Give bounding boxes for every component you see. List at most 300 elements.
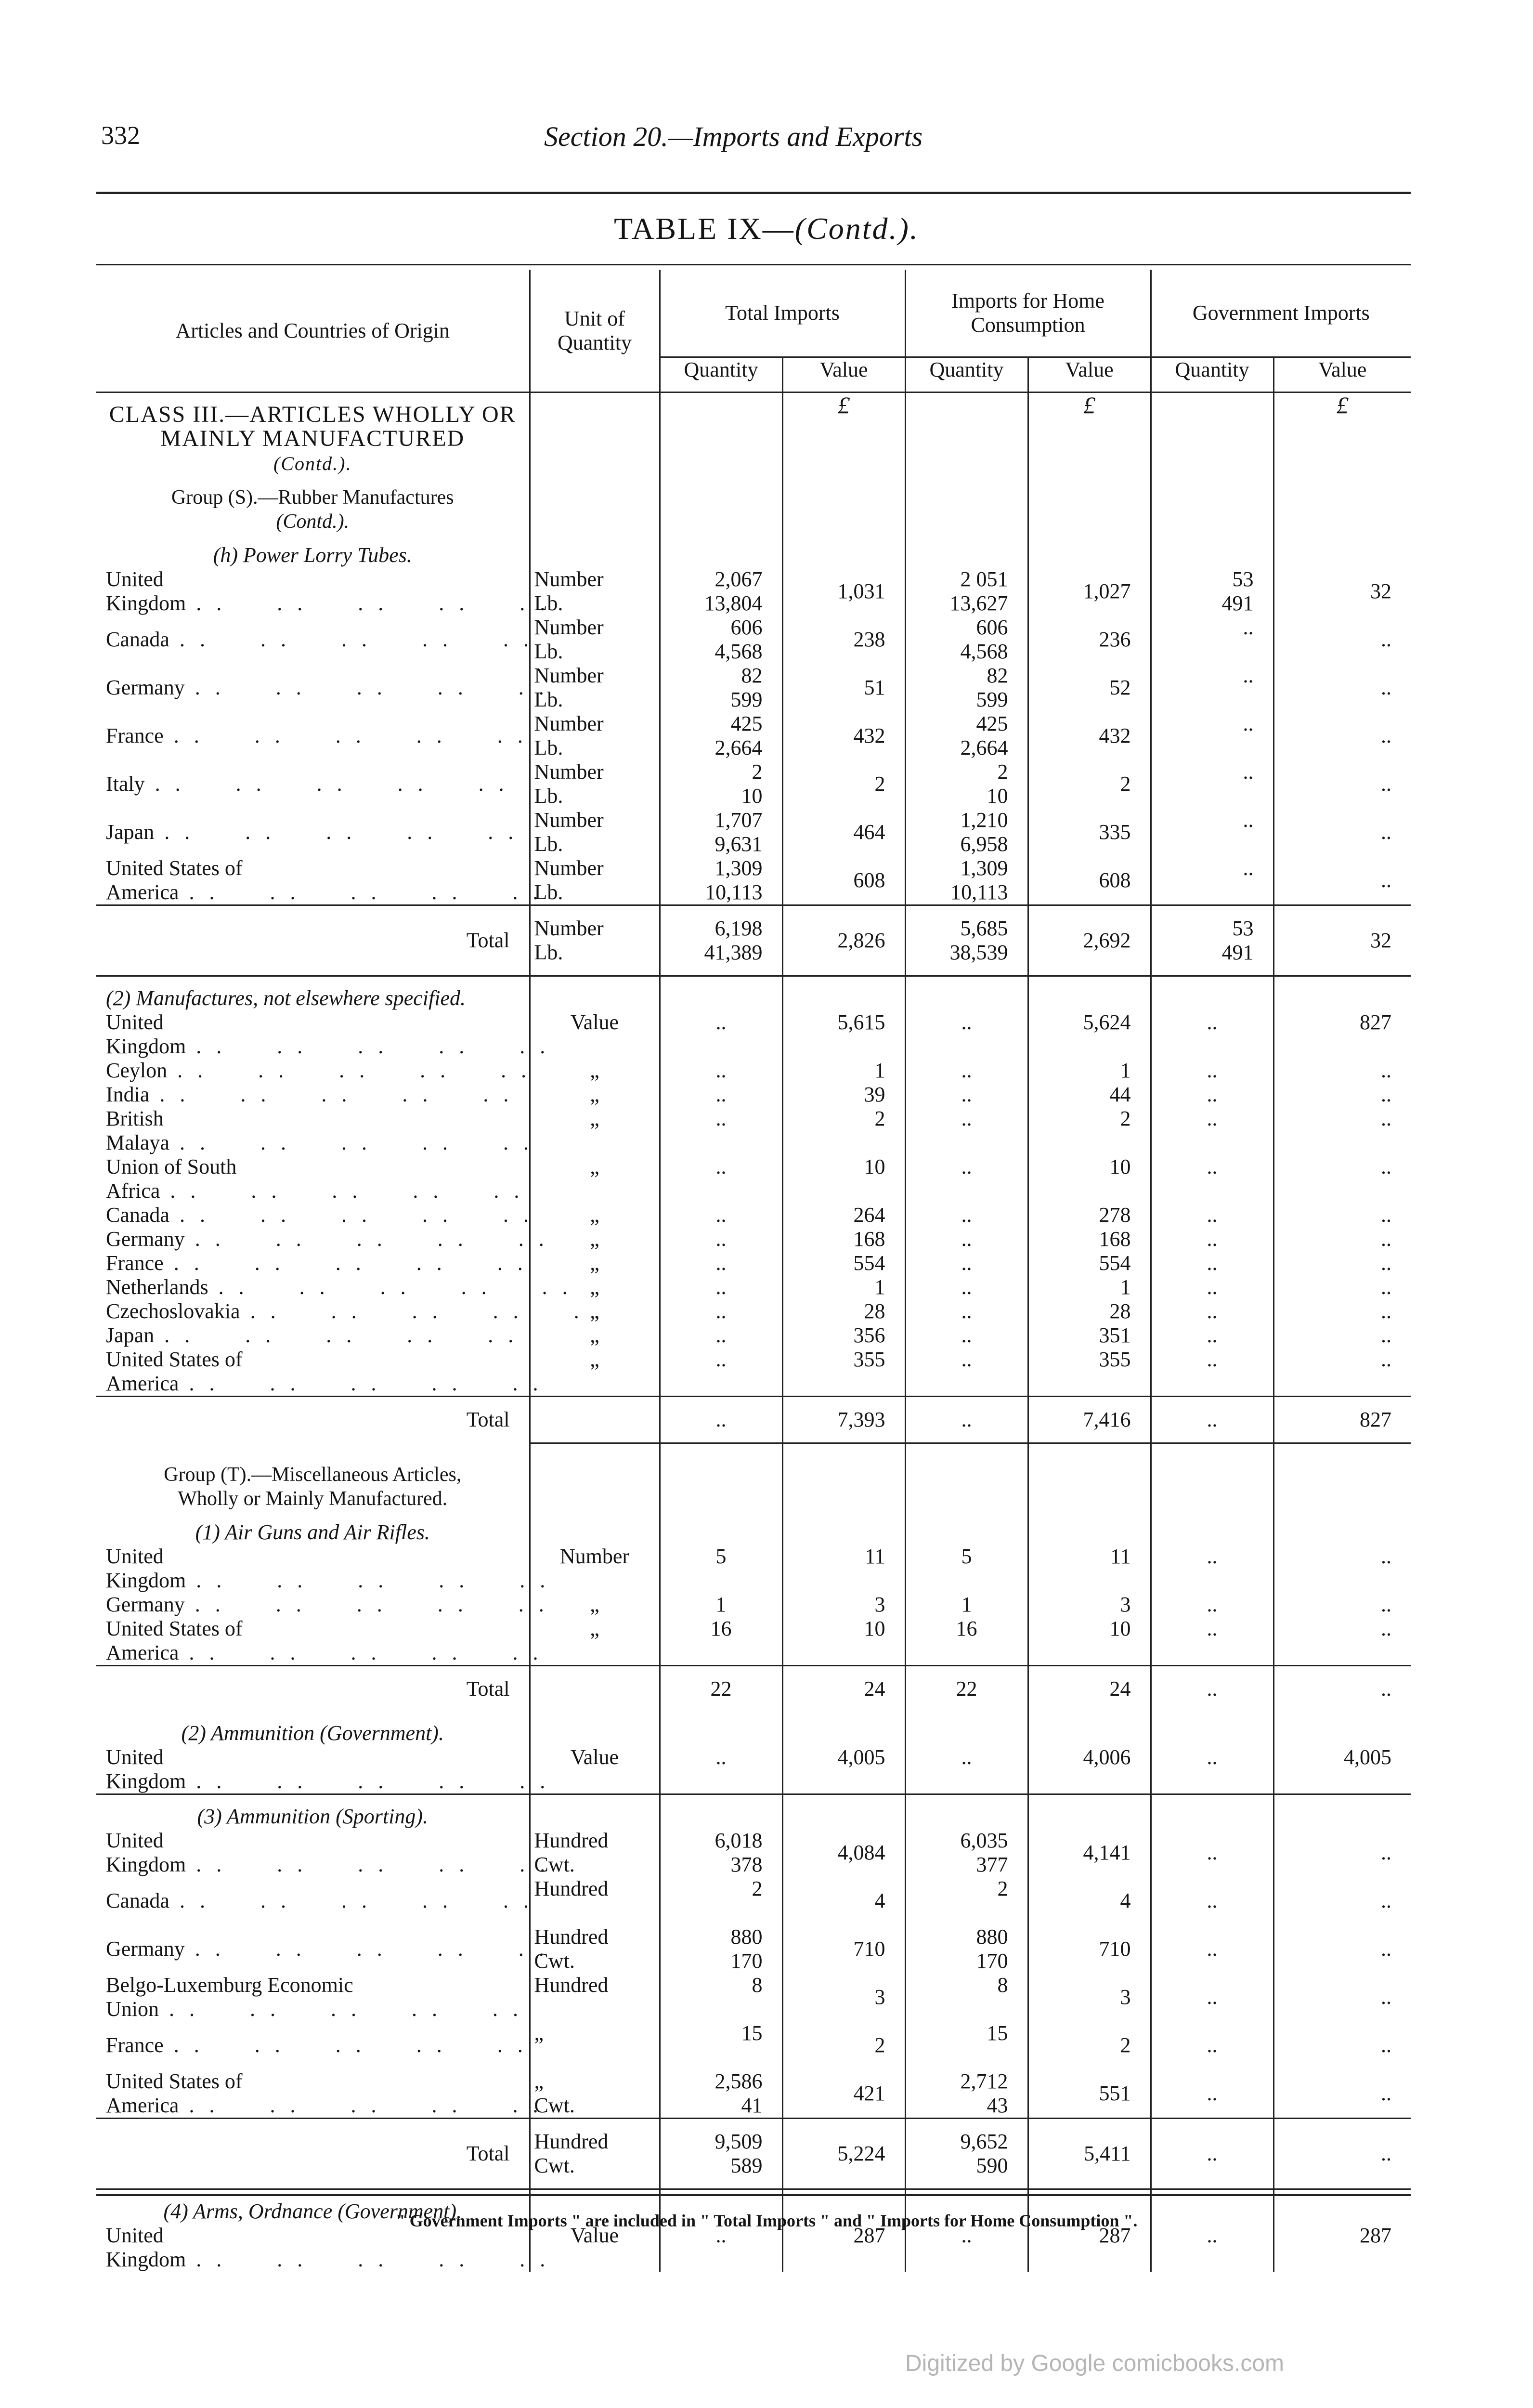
unit-cell xyxy=(530,2069,660,2119)
gov-value-cell: .. xyxy=(1273,2069,1411,2119)
total-qty-cell-line: 589 xyxy=(730,2153,763,2177)
home-value-cell: 2,692 xyxy=(1028,905,1151,976)
total-qty-cell-line xyxy=(664,2045,763,2069)
unit-cell: „ xyxy=(530,1203,660,1227)
unit-cell-line: Hundred xyxy=(534,1973,609,1997)
subsection-title: (3) Ammunition (Sporting). xyxy=(96,1794,530,1829)
table-row xyxy=(96,615,1411,664)
country-name: United States of America . . xyxy=(96,1348,530,1397)
col-home-consumption: Imports for Home Consumption xyxy=(905,270,1151,357)
unit-cell-line: Number xyxy=(534,856,604,880)
total-qty-cell xyxy=(660,712,782,760)
country-name: Germany . . xyxy=(96,1227,530,1251)
total-qty-cell xyxy=(660,1925,782,1973)
gov-qty-cell: .. xyxy=(1151,1010,1273,1059)
total-qty-cell: .. xyxy=(660,1083,782,1107)
unit-cell-line: Number xyxy=(534,712,604,735)
total-qty-cell: .. xyxy=(660,1299,782,1323)
unit-cell xyxy=(530,1665,660,1712)
total-qty-cell: 16 xyxy=(660,1617,782,1666)
total-value-cell: 168 xyxy=(782,1227,905,1251)
country-name: Netherlands . . xyxy=(96,1275,530,1299)
gov-value-cell: .. xyxy=(1273,712,1411,760)
home-qty-cell-line: 4,568 xyxy=(960,640,1008,663)
home-qty-cell: .. xyxy=(905,1107,1028,1155)
total-value-cell: 2 xyxy=(782,760,905,808)
unit-cell-line: Lb. xyxy=(534,880,563,904)
total-qty-cell-line: 82 xyxy=(741,664,763,687)
home-value-cell: 4 xyxy=(1028,1877,1151,1925)
home-value-cell: 5,411 xyxy=(1028,2118,1151,2189)
total-value-cell: 2 xyxy=(782,2021,905,2069)
total-qty-cell-line xyxy=(664,1997,763,2021)
home-qty-cell: .. xyxy=(905,1203,1028,1227)
gov-value-cell: .. xyxy=(1273,808,1411,856)
home-qty-cell xyxy=(905,808,1028,856)
gov-qty-cell: .. xyxy=(1151,1877,1273,1925)
unit-cell: „ xyxy=(530,1227,660,1251)
gov-value-cell: .. xyxy=(1273,1829,1411,1877)
unit-cell-line: Number xyxy=(534,615,604,639)
gov-qty-cell-line xyxy=(1156,688,1254,712)
total-qty-cell-line: 9,631 xyxy=(715,832,763,856)
home-qty-cell: .. xyxy=(905,2224,1028,2272)
digitized-watermark: Digitized by Google comicbooks.com xyxy=(905,2351,1285,2376)
total-value-cell: 5,224 xyxy=(782,2118,905,2189)
total-value-cell: 2,826 xyxy=(782,905,905,976)
home-value-cell: 432 xyxy=(1028,712,1151,760)
total-qty-cell-line: 2 xyxy=(752,760,763,784)
total-value-cell: 287 xyxy=(782,2224,905,2272)
unit-cell-line: Hundred xyxy=(534,1828,609,1852)
unit-cell: Value xyxy=(530,1010,660,1059)
home-qty-cell-line xyxy=(910,1997,1008,2021)
unit-cell-line: Hundred xyxy=(534,1876,609,1900)
unit-cell-line: Cwt. xyxy=(534,1949,575,1973)
home-qty-cell: .. xyxy=(905,1397,1028,1443)
unit-cell-line: Number xyxy=(534,760,604,784)
table-row xyxy=(96,1059,1411,1083)
total-value-cell: 7,393 xyxy=(782,1397,905,1443)
home-qty-cell-line: 15 xyxy=(987,2021,1008,2045)
table-row xyxy=(96,1203,1411,1227)
total-qty-cell-line: 10,113 xyxy=(705,880,763,904)
home-qty-cell xyxy=(905,1973,1028,2021)
table-row xyxy=(96,1107,1411,1155)
home-qty-cell xyxy=(905,905,1028,976)
country-name: India . . xyxy=(96,1083,530,1107)
total-value-cell: 2 xyxy=(782,1107,905,1155)
home-qty-cell-line: 599 xyxy=(976,688,1008,711)
gov-value-cell: .. xyxy=(1273,1665,1411,1712)
total-qty-cell: .. xyxy=(660,1010,782,1059)
country-name: France . . xyxy=(96,712,530,760)
total-value-cell: 1 xyxy=(782,1275,905,1299)
unit-cell xyxy=(530,1973,660,2021)
total-qty-cell xyxy=(660,905,782,976)
home-qty-cell-line: 2,712 xyxy=(960,2069,1008,2093)
table-row xyxy=(96,567,1411,615)
gov-qty-cell: .. xyxy=(1151,1925,1273,1973)
home-value-cell: 554 xyxy=(1028,1251,1151,1275)
total-qty-cell-line: 13,804 xyxy=(704,591,763,615)
country-name: United Kingdom . . xyxy=(96,1544,530,1593)
table-row xyxy=(96,1010,1411,1059)
home-value-cell: 335 xyxy=(1028,808,1151,856)
gov-qty-cell-line xyxy=(1156,640,1254,664)
total-row xyxy=(96,1665,1411,1712)
home-qty-cell-line: 8 xyxy=(997,1973,1008,1997)
country-name: British Malaya . . xyxy=(96,1107,530,1155)
total-qty-cell-line: 41 xyxy=(741,2093,763,2117)
total-qty-cell xyxy=(660,2021,782,2069)
gov-qty-cell: .. xyxy=(1151,1251,1273,1275)
unit-cell xyxy=(530,1829,660,1877)
total-qty-cell xyxy=(660,760,782,808)
home-qty-cell-line: 6,035 xyxy=(960,1828,1008,1852)
unit-cell xyxy=(530,856,660,905)
country-name: Belgo-Luxemburg Economic Union . . xyxy=(96,1973,530,2021)
total-value-cell: 710 xyxy=(782,1925,905,1973)
home-value-cell: 3 xyxy=(1028,1973,1151,2021)
total-label: Total xyxy=(96,1397,530,1443)
table-row xyxy=(96,1877,1411,1925)
unit-cell-line xyxy=(534,1901,655,1925)
gov-qty-cell: .. xyxy=(1151,1227,1273,1251)
total-qty-cell-line: 880 xyxy=(730,1924,763,1949)
home-qty-cell xyxy=(905,2069,1028,2119)
gov-value-cell: .. xyxy=(1273,1251,1411,1275)
home-qty-cell: .. xyxy=(905,1227,1028,1251)
total-row xyxy=(96,905,1411,976)
home-value-cell: 28 xyxy=(1028,1299,1151,1323)
home-value-cell: 2 xyxy=(1028,1107,1151,1155)
total-value-cell: 432 xyxy=(782,712,905,760)
unit-cell-line: Lb. xyxy=(534,784,563,808)
total-qty-cell-line: 599 xyxy=(730,688,763,711)
unit-cell-line xyxy=(534,1997,655,2021)
imports-table xyxy=(96,270,1411,2272)
home-value-cell: 355 xyxy=(1028,1348,1151,1397)
home-value-cell: 5,624 xyxy=(1028,1010,1151,1059)
subsection-title: (4) Arms, Ordnance (Government). xyxy=(96,2189,530,2224)
home-value-cell: 1 xyxy=(1028,1059,1151,1083)
home-value-cell: 551 xyxy=(1028,2069,1151,2119)
pound-sign: £ xyxy=(1028,393,1151,476)
unit-cell-line: Number xyxy=(534,808,604,832)
unit-cell-line: Hundred xyxy=(534,1924,609,1949)
unit-cell xyxy=(530,2118,660,2189)
unit-cell-line: Number xyxy=(534,567,604,591)
home-qty-cell-line: 13,627 xyxy=(949,591,1008,615)
gov-qty-cell-line xyxy=(1156,880,1254,904)
total-qty-cell xyxy=(660,1829,782,1877)
gov-qty-cell: .. xyxy=(1151,1155,1273,1203)
gov-qty-cell: .. xyxy=(1151,1544,1273,1593)
home-qty-cell: .. xyxy=(905,1745,1028,1794)
table-row xyxy=(96,1348,1411,1397)
total-qty-cell: .. xyxy=(660,1107,782,1155)
unit-cell-line: Hundred xyxy=(534,2129,609,2153)
total-qty-cell: .. xyxy=(660,1323,782,1348)
gov-qty-cell-line: .. xyxy=(1243,712,1254,735)
total-qty-cell: .. xyxy=(660,1397,782,1443)
gov-value-cell: 827 xyxy=(1273,1397,1411,1443)
unit-cell-line: Lb. xyxy=(534,736,563,759)
home-qty-cell: .. xyxy=(905,1155,1028,1203)
col-government-imports: Government Imports xyxy=(1151,270,1411,357)
pound-sign: £ xyxy=(782,393,905,476)
total-qty-cell-line: 10 xyxy=(741,784,763,808)
unit-cell xyxy=(530,2021,660,2069)
page-header xyxy=(101,120,1411,159)
home-value-cell: 2 xyxy=(1028,760,1151,808)
home-value-cell: 44 xyxy=(1028,1083,1151,1107)
home-qty-cell: .. xyxy=(905,1083,1028,1107)
home-qty-cell-line: 2 051 xyxy=(960,567,1008,591)
home-value-cell: 3 xyxy=(1028,1593,1151,1617)
country-name: Canada . . xyxy=(96,1203,530,1227)
gov-qty-cell: .. xyxy=(1151,1617,1273,1666)
home-qty-cell xyxy=(905,1925,1028,1973)
gov-value-cell: .. xyxy=(1273,1155,1411,1203)
gov-qty-cell-line xyxy=(1156,736,1254,760)
total-value-cell: 3 xyxy=(782,1973,905,2021)
col-unit: Unit of Quantity xyxy=(530,270,660,393)
table-row xyxy=(96,1227,1411,1251)
home-qty-cell-line: 2,664 xyxy=(960,736,1008,759)
total-qty-cell: .. xyxy=(660,1155,782,1203)
gov-value-cell: .. xyxy=(1273,1059,1411,1083)
home-qty-cell xyxy=(905,2021,1028,2069)
table-row xyxy=(96,1617,1411,1666)
home-qty-cell-line: 10 xyxy=(987,784,1008,808)
country-name: United Kingdom . . xyxy=(96,567,530,615)
country-name: United States of America . . xyxy=(96,856,530,905)
gov-value-cell: .. xyxy=(1273,1544,1411,1593)
table-row xyxy=(96,1323,1411,1348)
home-qty-cell-line xyxy=(910,2045,1008,2069)
total-qty-cell: 1 xyxy=(660,1593,782,1617)
total-qty-cell-line xyxy=(664,1901,763,1925)
unit-cell: Value xyxy=(530,1745,660,1794)
gov-qty-cell xyxy=(1151,615,1273,664)
unit-cell-line: Lb. xyxy=(534,688,563,711)
gov-value-cell: .. xyxy=(1273,1593,1411,1617)
unit-cell-line: Cwt. xyxy=(534,1852,575,1876)
unit-cell xyxy=(530,905,660,976)
home-qty-cell: .. xyxy=(905,1348,1028,1397)
total-value-cell: 28 xyxy=(782,1299,905,1323)
country-name: United Kingdom . . xyxy=(96,1010,530,1059)
unit-cell xyxy=(530,712,660,760)
gov-qty-cell: .. xyxy=(1151,2021,1273,2069)
unit-cell: „ xyxy=(530,1348,660,1397)
total-value-cell: 24 xyxy=(782,1665,905,1712)
subsection-title: (h) Power Lorry Tubes. xyxy=(213,543,412,567)
unit-cell: „ xyxy=(530,1299,660,1323)
total-qty-cell-line: 378 xyxy=(730,1852,763,1876)
gov-value-cell: .. xyxy=(1273,1275,1411,1299)
total-qty-cell xyxy=(660,2069,782,2119)
home-qty-cell-line: 606 xyxy=(976,615,1008,639)
gov-value-cell: .. xyxy=(1273,1299,1411,1323)
table-row xyxy=(96,712,1411,760)
table-row xyxy=(96,1155,1411,1203)
total-qty-cell xyxy=(660,567,782,615)
gov-qty-cell-line: .. xyxy=(1243,615,1254,639)
total-value-cell: 4 xyxy=(782,1877,905,1925)
home-qty-cell: .. xyxy=(905,1323,1028,1348)
home-qty-cell xyxy=(905,567,1028,615)
total-qty-cell-line: 425 xyxy=(730,712,763,735)
gov-qty-cell-line: .. xyxy=(1243,760,1254,784)
country-name: Union of South Africa . . xyxy=(96,1155,530,1203)
home-qty-cell-line: 10,113 xyxy=(950,880,1008,904)
home-qty-cell-line: 43 xyxy=(987,2093,1008,2117)
unit-cell-line: Number xyxy=(534,664,604,687)
gov-qty-cell-line: .. xyxy=(1243,808,1254,832)
total-qty-cell xyxy=(660,664,782,712)
total-qty-cell xyxy=(660,1877,782,1925)
gov-qty-cell: .. xyxy=(1151,1829,1273,1877)
country-name: Canada . . xyxy=(96,1877,530,1925)
home-qty-cell: .. xyxy=(905,1251,1028,1275)
total-label: Total xyxy=(96,1665,530,1712)
table-row xyxy=(96,1275,1411,1299)
table-row xyxy=(96,760,1411,808)
country-name: France . . xyxy=(96,2021,530,2069)
total-qty-cell-line: 6,198 xyxy=(715,916,763,940)
home-qty-cell: .. xyxy=(905,1010,1028,1059)
table-row xyxy=(96,1299,1411,1323)
home-qty-cell-line: 2 xyxy=(997,1876,1008,1900)
home-value-cell: 710 xyxy=(1028,1925,1151,1973)
gov-qty-cell: .. xyxy=(1151,1299,1273,1323)
total-value-cell: 1,031 xyxy=(782,567,905,615)
gov-qty-cell: .. xyxy=(1151,2118,1273,2189)
home-qty-cell-line: 1,309 xyxy=(960,856,1008,880)
col-quantity: Quantity xyxy=(1151,357,1273,393)
home-value-cell: 608 xyxy=(1028,856,1151,905)
header-rule xyxy=(96,192,1411,194)
table-row xyxy=(96,808,1411,856)
gov-qty-cell xyxy=(1151,664,1273,712)
country-name: United Kingdom . . xyxy=(96,2224,530,2272)
title-rule xyxy=(96,264,1411,265)
home-qty-cell-line: 5,685 xyxy=(960,916,1008,940)
unit-cell-line: „ xyxy=(534,2069,544,2093)
total-value-cell: 5,615 xyxy=(782,1010,905,1059)
gov-qty-cell: .. xyxy=(1151,1397,1273,1443)
country-name: Germany . . xyxy=(96,1593,530,1617)
home-qty-cell: .. xyxy=(905,1059,1028,1083)
unit-cell-line xyxy=(534,2045,655,2069)
unit-cell: „ xyxy=(530,1059,660,1083)
home-value-cell: 351 xyxy=(1028,1323,1151,1348)
home-qty-cell xyxy=(905,1877,1028,1925)
unit-cell xyxy=(530,1397,660,1443)
home-qty-cell xyxy=(905,712,1028,760)
total-qty-cell-line: 2,664 xyxy=(715,736,763,759)
total-qty-cell-line: 1,309 xyxy=(715,856,763,880)
unit-cell xyxy=(530,1925,660,1973)
gov-value-cell: .. xyxy=(1273,1227,1411,1251)
unit-cell: „ xyxy=(530,1107,660,1155)
section-title: Section 20.—Imports and Exports xyxy=(544,121,923,152)
gov-value-cell: .. xyxy=(1273,856,1411,905)
gov-qty-cell xyxy=(1151,712,1273,760)
col-value: Value xyxy=(1273,357,1411,393)
col-value: Value xyxy=(782,357,905,393)
gov-qty-cell: .. xyxy=(1151,1745,1273,1794)
table-row xyxy=(96,1829,1411,1877)
unit-cell: „ xyxy=(530,1323,660,1348)
subsection-title: (2) Ammunition (Government). xyxy=(181,1721,444,1745)
gov-value-cell: .. xyxy=(1273,1877,1411,1925)
total-qty-cell: .. xyxy=(660,1251,782,1275)
total-qty-cell-line: 41,389 xyxy=(704,941,763,964)
table-bottom-rule xyxy=(96,2194,1411,2196)
total-value-cell: 264 xyxy=(782,1203,905,1227)
home-value-cell: 168 xyxy=(1028,1227,1151,1251)
total-qty-cell: .. xyxy=(660,2224,782,2272)
gov-qty-cell-line xyxy=(1156,784,1254,808)
total-value-cell: 10 xyxy=(782,1155,905,1203)
table-row xyxy=(96,1973,1411,2021)
total-qty-cell-line: 606 xyxy=(730,615,763,639)
country-name: Japan . . xyxy=(96,808,530,856)
gov-value-cell: .. xyxy=(1273,1348,1411,1397)
total-value-cell: 464 xyxy=(782,808,905,856)
total-qty-cell-line: 8 xyxy=(752,1973,763,1997)
home-value-cell: 4,141 xyxy=(1028,1829,1151,1877)
total-qty-cell-line: 2,586 xyxy=(715,2069,763,2093)
group-t-heading: Group (T).—Miscellaneous Articles, Wholly or Mainly Manufactured. xyxy=(164,1463,462,1510)
home-qty-cell-line: 2 xyxy=(997,760,1008,784)
total-qty-cell-line: 1,707 xyxy=(715,808,763,832)
country-name: Ceylon . . xyxy=(96,1059,530,1083)
home-value-cell: 1 xyxy=(1028,1275,1151,1299)
table-row xyxy=(96,1925,1411,1973)
total-qty-cell-line: 2 xyxy=(752,1876,763,1900)
gov-value-cell: 32 xyxy=(1273,905,1411,976)
gov-qty-cell: .. xyxy=(1151,1973,1273,2021)
home-value-cell: 287 xyxy=(1028,2224,1151,2272)
total-label: Total xyxy=(96,905,530,976)
gov-qty-cell: .. xyxy=(1151,1107,1273,1155)
unit-cell-line: Lb. xyxy=(534,591,563,615)
gov-qty-cell-line: 53 xyxy=(1232,916,1254,940)
table-row xyxy=(96,1251,1411,1275)
home-value-cell: 7,416 xyxy=(1028,1397,1151,1443)
total-value-cell: 11 xyxy=(782,1544,905,1593)
home-qty-cell-line: 170 xyxy=(976,1949,1008,1973)
col-quantity: Quantity xyxy=(660,357,782,393)
home-qty-cell xyxy=(905,856,1028,905)
unit-cell: „ xyxy=(530,1275,660,1299)
home-qty-cell: .. xyxy=(905,1275,1028,1299)
subsection-title: (2) Manufactures, not elsewhere specified. xyxy=(96,976,530,1011)
subsection-title: (1) Air Guns and Air Rifles. xyxy=(195,1520,430,1544)
unit-cell: Number xyxy=(530,1544,660,1593)
unit-cell: „ xyxy=(530,1593,660,1617)
home-qty-cell xyxy=(905,1829,1028,1877)
total-qty-cell xyxy=(660,808,782,856)
country-name: Germany . . xyxy=(96,664,530,712)
total-value-cell: 421 xyxy=(782,2069,905,2119)
col-articles: Articles and Countries of Origin xyxy=(96,270,530,393)
